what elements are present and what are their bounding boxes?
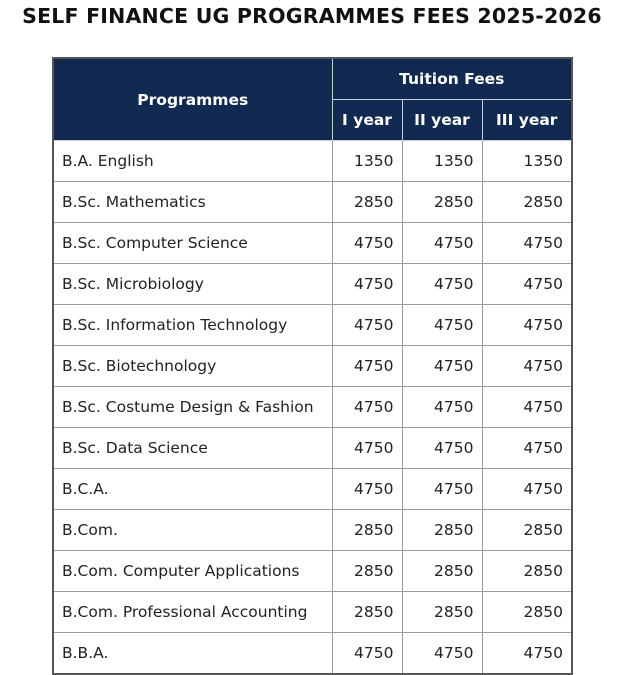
year2-fee-cell: 4750 — [402, 223, 482, 264]
year3-fee-cell: 4750 — [482, 264, 572, 305]
year3-fee-cell: 4750 — [482, 469, 572, 510]
year1-fee-cell: 4750 — [332, 223, 402, 264]
year3-fee-cell: 4750 — [482, 633, 572, 675]
table-row — [53, 469, 572, 510]
page-title: SELF FINANCE UG PROGRAMMES FEES 2025-2026 — [22, 4, 602, 28]
year3-column-header: III year — [482, 100, 572, 141]
programme-name-cell: B.Com. Computer Applications — [53, 551, 332, 592]
programme-name-cell: B.Com. Professional Accounting — [53, 592, 332, 633]
year1-fee-cell: 4750 — [332, 633, 402, 675]
programme-name-cell: B.B.A. — [53, 633, 332, 675]
programme-name-cell: B.Com. — [53, 510, 332, 551]
year2-fee-cell: 4750 — [402, 387, 482, 428]
fees-table-header — [53, 58, 572, 141]
fees-table-body — [53, 141, 572, 675]
year2-fee-cell: 4750 — [402, 469, 482, 510]
year3-fee-cell: 4750 — [482, 346, 572, 387]
year1-fee-cell: 4750 — [332, 469, 402, 510]
table-row — [53, 633, 572, 675]
programme-name-cell: B.Sc. Biotechnology — [53, 346, 332, 387]
year1-fee-cell: 2850 — [332, 510, 402, 551]
year2-fee-cell: 4750 — [402, 346, 482, 387]
table-row — [53, 182, 572, 223]
table-row — [53, 141, 572, 182]
fees-table — [52, 57, 573, 675]
programme-name-cell: B.A. English — [53, 141, 332, 182]
table-row — [53, 305, 572, 346]
year3-fee-cell: 2850 — [482, 592, 572, 633]
table-row — [53, 223, 572, 264]
table-row — [53, 592, 572, 633]
table-row — [53, 387, 572, 428]
year2-fee-cell: 4750 — [402, 305, 482, 346]
year2-fee-cell: 2850 — [402, 592, 482, 633]
year2-fee-cell: 1350 — [402, 141, 482, 182]
year2-fee-cell: 2850 — [402, 510, 482, 551]
year3-fee-cell: 1350 — [482, 141, 572, 182]
year1-fee-cell: 2850 — [332, 182, 402, 223]
year3-fee-cell: 4750 — [482, 305, 572, 346]
year1-fee-cell: 4750 — [332, 428, 402, 469]
year1-column-header: I year — [332, 100, 402, 141]
header-row-top — [53, 58, 572, 100]
year2-fee-cell: 2850 — [402, 551, 482, 592]
programme-name-cell: B.Sc. Computer Science — [53, 223, 332, 264]
year1-fee-cell: 4750 — [332, 346, 402, 387]
year3-fee-cell: 2850 — [482, 510, 572, 551]
programme-name-cell: B.Sc. Data Science — [53, 428, 332, 469]
year3-fee-cell: 4750 — [482, 223, 572, 264]
year1-fee-cell: 2850 — [332, 551, 402, 592]
table-row — [53, 428, 572, 469]
year2-fee-cell: 4750 — [402, 264, 482, 305]
year3-fee-cell: 4750 — [482, 428, 572, 469]
tuition-fees-header: Tuition Fees — [332, 58, 572, 100]
programme-name-cell: B.Sc. Mathematics — [53, 182, 332, 223]
year3-fee-cell: 2850 — [482, 182, 572, 223]
programme-name-cell: B.Sc. Microbiology — [53, 264, 332, 305]
year1-fee-cell: 4750 — [332, 264, 402, 305]
year1-fee-cell: 1350 — [332, 141, 402, 182]
year2-fee-cell: 4750 — [402, 633, 482, 675]
table-row — [53, 510, 572, 551]
year3-fee-cell: 2850 — [482, 551, 572, 592]
programmes-column-header: Programmes — [53, 58, 332, 141]
table-row — [53, 346, 572, 387]
programme-name-cell: B.C.A. — [53, 469, 332, 510]
table-row — [53, 264, 572, 305]
year2-fee-cell: 4750 — [402, 428, 482, 469]
year1-fee-cell: 2850 — [332, 592, 402, 633]
year3-fee-cell: 4750 — [482, 387, 572, 428]
programme-name-cell: B.Sc. Information Technology — [53, 305, 332, 346]
year1-fee-cell: 4750 — [332, 387, 402, 428]
table-row — [53, 551, 572, 592]
year2-column-header: II year — [402, 100, 482, 141]
year2-fee-cell: 2850 — [402, 182, 482, 223]
programme-name-cell: B.Sc. Costume Design & Fashion — [53, 387, 332, 428]
year1-fee-cell: 4750 — [332, 305, 402, 346]
